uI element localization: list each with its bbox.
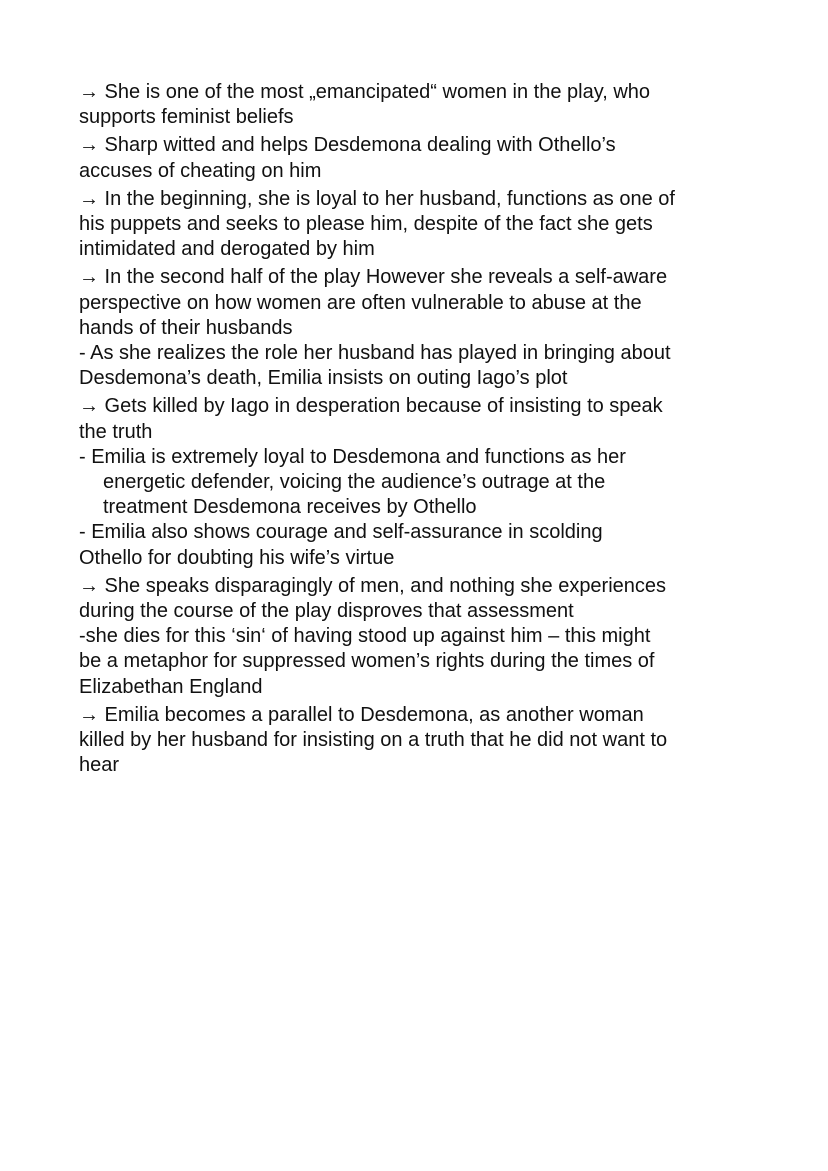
text-line: - As she realizes the role her husband has played in bringing about [79, 342, 671, 365]
text-line: intimidated and derogated by him [79, 238, 375, 261]
text-line: → In the second half of the play However she reveals a self-aware [79, 266, 668, 289]
text-line: be a metaphor for suppressed women’s rights during the times of [79, 650, 655, 673]
text-line: supports feminist beliefs [79, 106, 294, 129]
text-line: → She is one of the most „emancipated“ women in the play, who [79, 81, 651, 103]
text-line: during the course of the play disproves that assessment [79, 600, 574, 623]
text-line: → She speaks disparagingly of men, and nothing she experiences [79, 574, 667, 597]
text-line: Desdemona’s death, Emilia insists on outing Iago’s plot [79, 367, 568, 390]
text-line: - Emilia also shows courage and self-assurance in scolding [79, 521, 603, 544]
text-line: Elizabethan England [79, 675, 263, 698]
text-line: perspective on how women are often vulnerable to abuse at the [79, 291, 642, 314]
text-line: → Gets killed by Iago in desperation because of insisting to speak [79, 395, 663, 418]
text-line: killed by her husband for insisting on a truth that he did not want to [79, 729, 668, 752]
text-line: hear [79, 754, 120, 777]
text-line: → In the beginning, she is loyal to her husband, functions as one of [79, 187, 675, 210]
text-line: energetic defender, voicing the audience’s outrage at the [103, 471, 606, 494]
text-line: his puppets and seeks to please him, despite of the fact she gets [79, 213, 653, 236]
document-body [79, 80, 769, 778]
text-line: the truth [79, 420, 153, 443]
text-line: accuses of cheating on him [79, 159, 322, 182]
text-line: treatment Desdemona receives by Othello [103, 496, 477, 519]
text-line: → Emilia becomes a parallel to Desdemona, as another woman [79, 703, 644, 726]
text-line: -she dies for this ‘sin‘ of having stood up against him – this might [79, 625, 651, 648]
text-line: - Emilia is extremely loyal to Desdemona and functions as her [79, 445, 626, 468]
text-line: Othello for doubting his wife’s virtue [79, 546, 395, 569]
text-line: → Sharp witted and helps Desdemona dealing with Othello’s [79, 134, 616, 157]
text-line: hands of their husbands [79, 316, 293, 339]
